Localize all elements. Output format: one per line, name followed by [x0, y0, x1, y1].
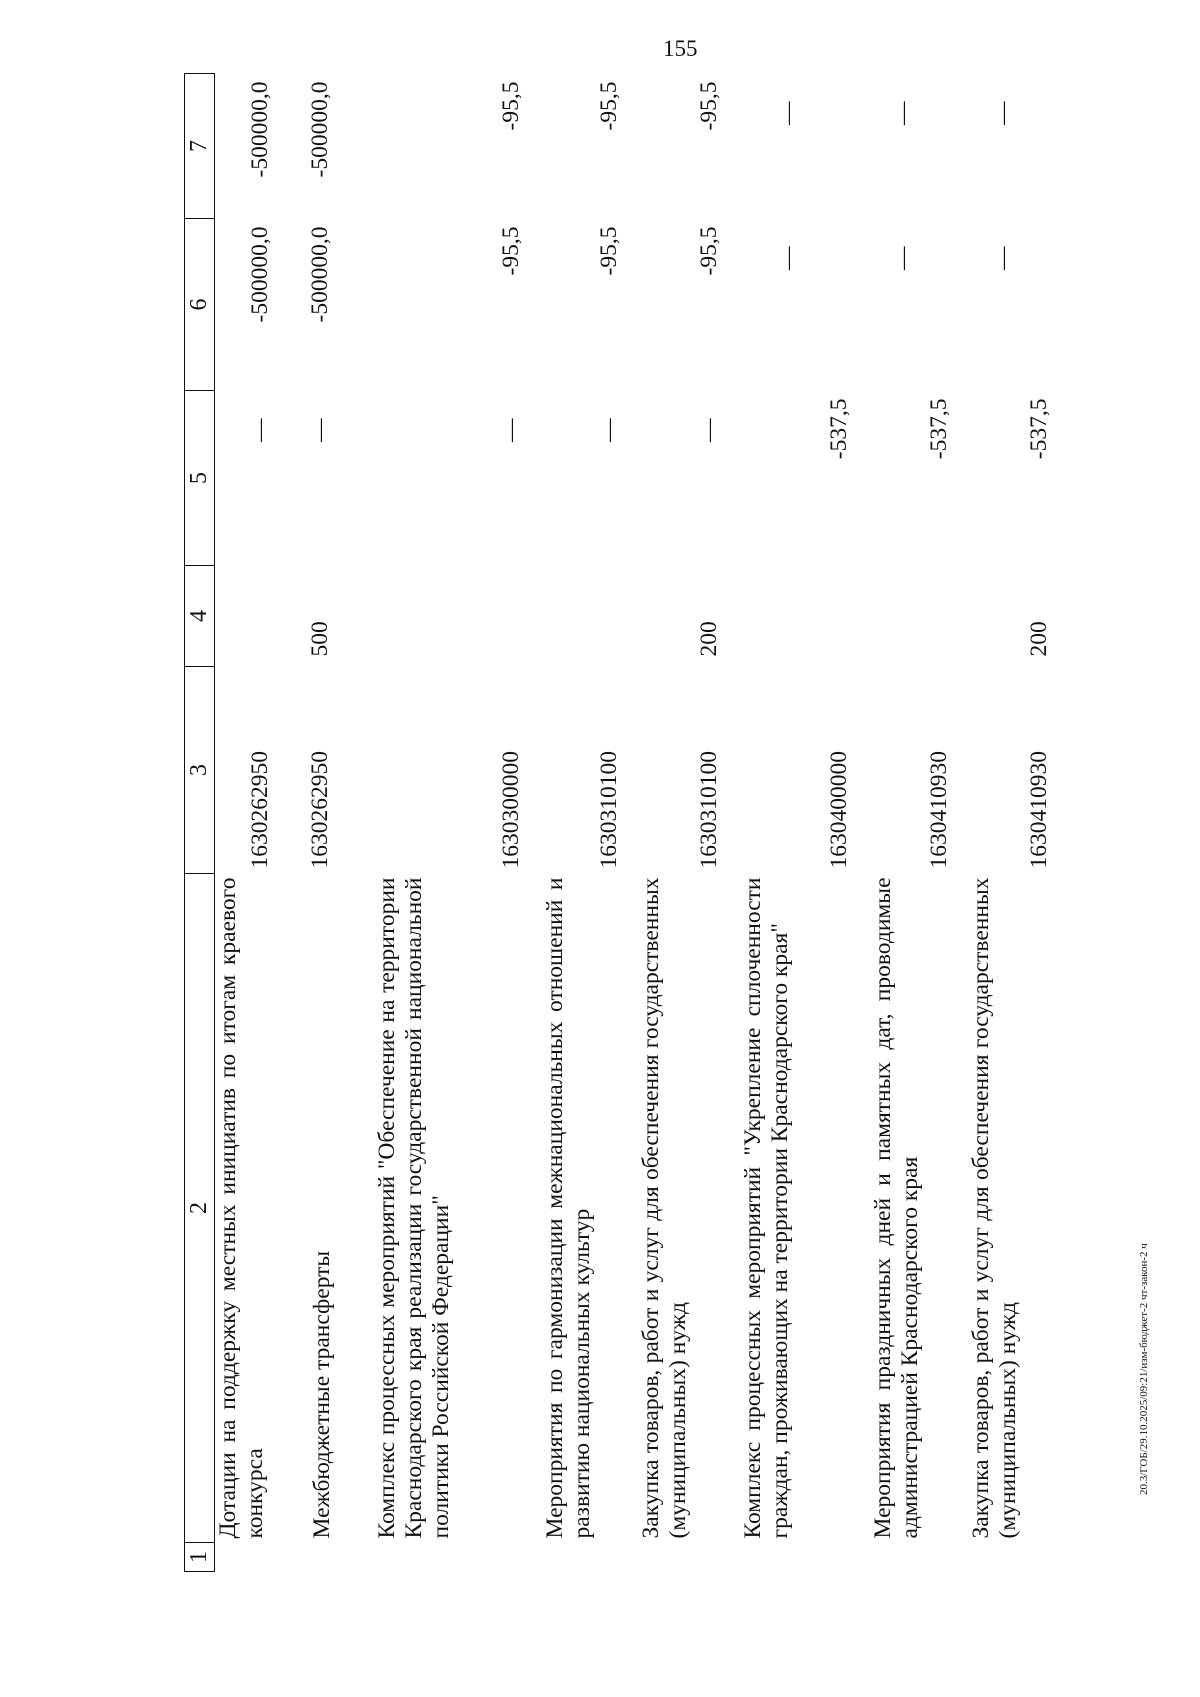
table-row: [624, 74, 724, 1572]
row-code: 1630262950: [247, 751, 273, 869]
row-name: Закупка товаров, работ и услуг для обеспечения государственных (муниципальных) нужд: [637, 877, 691, 1539]
row-code: 1630310100: [596, 751, 623, 869]
row-code: 1630400000: [826, 751, 853, 869]
row-value-5: —: [696, 418, 723, 442]
row-value-7: -95,5: [498, 81, 525, 131]
row-value-6: -95,5: [696, 226, 723, 276]
table-row: [215, 74, 299, 1572]
row-value-5: —: [596, 418, 623, 442]
row-value-5: -537,5: [826, 398, 853, 460]
row-type: [724, 566, 854, 667]
row-code: 1630410930: [1026, 751, 1053, 869]
row-name: Мероприятия праздничных дней и памятных дат, проводимые администрацией Краснодарского края: [869, 877, 923, 1539]
column-header: 4: [185, 566, 215, 667]
row-type: [374, 566, 526, 667]
table-row: [374, 74, 526, 1572]
row-value-7: —: [774, 101, 801, 125]
row-value-7: —: [989, 101, 1016, 125]
row-value-5: -537,5: [1026, 398, 1053, 460]
column-header: 5: [185, 391, 215, 566]
row-name: Комплекс процессных мероприятий "Обеспечение на территории Краснодарского края реализации государственной национальной политики Российской Федерации": [373, 877, 455, 1539]
column-header: 3: [185, 667, 215, 874]
column-header: 2: [185, 874, 215, 1543]
row-value-7: -95,5: [596, 81, 623, 131]
row-value-6: -500000,0: [306, 226, 333, 323]
table-row: [854, 74, 954, 1572]
row-code: 1630310100: [696, 751, 723, 869]
row-name: Мероприятия по гармонизации межнациональных отношений и развитию национальных культур: [541, 877, 595, 1539]
row-type: [215, 566, 299, 667]
budget-table: [184, 73, 1054, 1572]
row-value-6: —: [889, 246, 916, 270]
table-row: [526, 74, 624, 1572]
column-header: 1: [185, 1543, 215, 1572]
row-value-5: —: [498, 418, 525, 442]
row-value-6: —: [989, 246, 1016, 270]
row-code: 1630410930: [926, 751, 953, 869]
row-value-5: —: [247, 418, 273, 442]
table-row: [724, 74, 854, 1572]
row-value-7: -500000,0: [247, 81, 273, 178]
row-value-6: -500000,0: [247, 226, 273, 323]
budget-table-rotated: [184, 74, 1087, 1572]
row-value-5: -537,5: [926, 398, 953, 460]
column-header: 7: [185, 74, 215, 219]
row-type: 200: [1026, 621, 1053, 657]
row-value-6: —: [774, 246, 801, 270]
row-type: 500: [306, 621, 333, 657]
row-value-6: -95,5: [596, 226, 623, 276]
row-type: 200: [696, 621, 723, 657]
row-value-7: -95,5: [696, 81, 723, 131]
row-value-7: -500000,0: [306, 81, 333, 178]
table-header-row: [185, 74, 215, 1572]
table-row: [299, 74, 374, 1572]
row-type: [526, 566, 624, 667]
row-value-5: —: [306, 418, 333, 442]
row-name: Комплекс процессных мероприятий "Укрепление сплоченности граждан, проживающих на территории Краснодарского края": [739, 877, 793, 1539]
row-type: [854, 566, 954, 667]
row-name: Межбюджетные трансферты: [308, 1250, 335, 1539]
column-header: 6: [185, 219, 215, 391]
table-row: [954, 74, 1054, 1572]
row-value-6: -95,5: [498, 226, 525, 276]
row-code: 1630300000: [498, 751, 525, 869]
page-number: 155: [663, 36, 698, 61]
row-name: Закупка товаров, работ и услуг для обеспечения государственных (муниципальных) нужд: [967, 877, 1021, 1539]
row-value-7: —: [889, 101, 916, 125]
footer-note: 20.3/ГОБ/29.10.2025/09:21/изм-бюджет-2 чт-закон-2 ч: [1138, 1243, 1150, 1495]
row-code: 1630262950: [306, 751, 333, 869]
row-name: Дотации на поддержку местных инициатив по итогам краевого конкурса: [215, 877, 269, 1539]
